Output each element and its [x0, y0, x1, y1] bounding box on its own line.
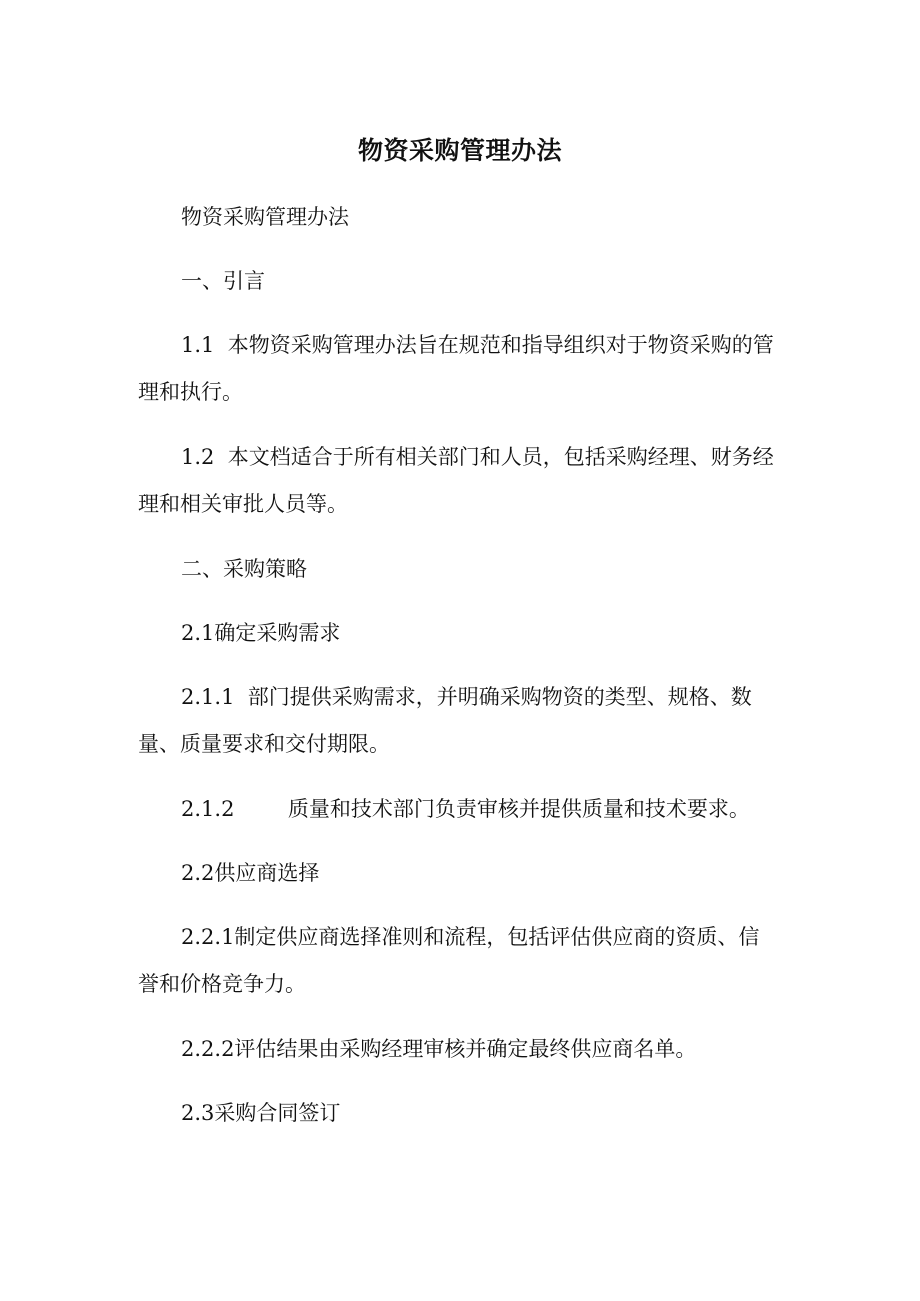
- section-heading-procurement-strategy: 二、采购策略: [181, 557, 307, 581]
- paragraph-1-1: 1.1 本物资采购管理办法旨在规范和指导组织对于物资采购的管理和执行。: [138, 333, 774, 404]
- paragraph-2-1-1: 2.1.1 部门提供采购需求，并明确采购物资的类型、规格、数量、质量要求和交付期限。: [138, 685, 752, 756]
- paragraph-2-2-1: 2.2.1制定供应商选择准则和流程，包括评估供应商的资质、信誉和价格竞争力。: [138, 925, 760, 996]
- subsection-heading-2-2: 2.2供应商选择: [181, 861, 320, 885]
- paragraph-1-2: 1.2 本文档适合于所有相关部门和人员，包括采购经理、财务经理和相关审批人员等。: [138, 445, 774, 516]
- paragraph-2-2-2: 2.2.2评估结果由采购经理审核并确定最终供应商名单。: [181, 1037, 697, 1061]
- paragraph-2-1-2: 2.1.2 质量和技术部门负责审核并提供质量和技术要求。: [181, 797, 750, 821]
- document-title: 物资采购管理办法: [357, 136, 562, 165]
- section-heading-introduction: 一、引言: [181, 269, 265, 293]
- paragraph-subtitle: 物资采购管理办法: [181, 205, 349, 229]
- subsection-heading-2-3: 2.3采购合同签订: [181, 1101, 341, 1125]
- subsection-heading-2-1: 2.1确定采购需求: [181, 621, 341, 645]
